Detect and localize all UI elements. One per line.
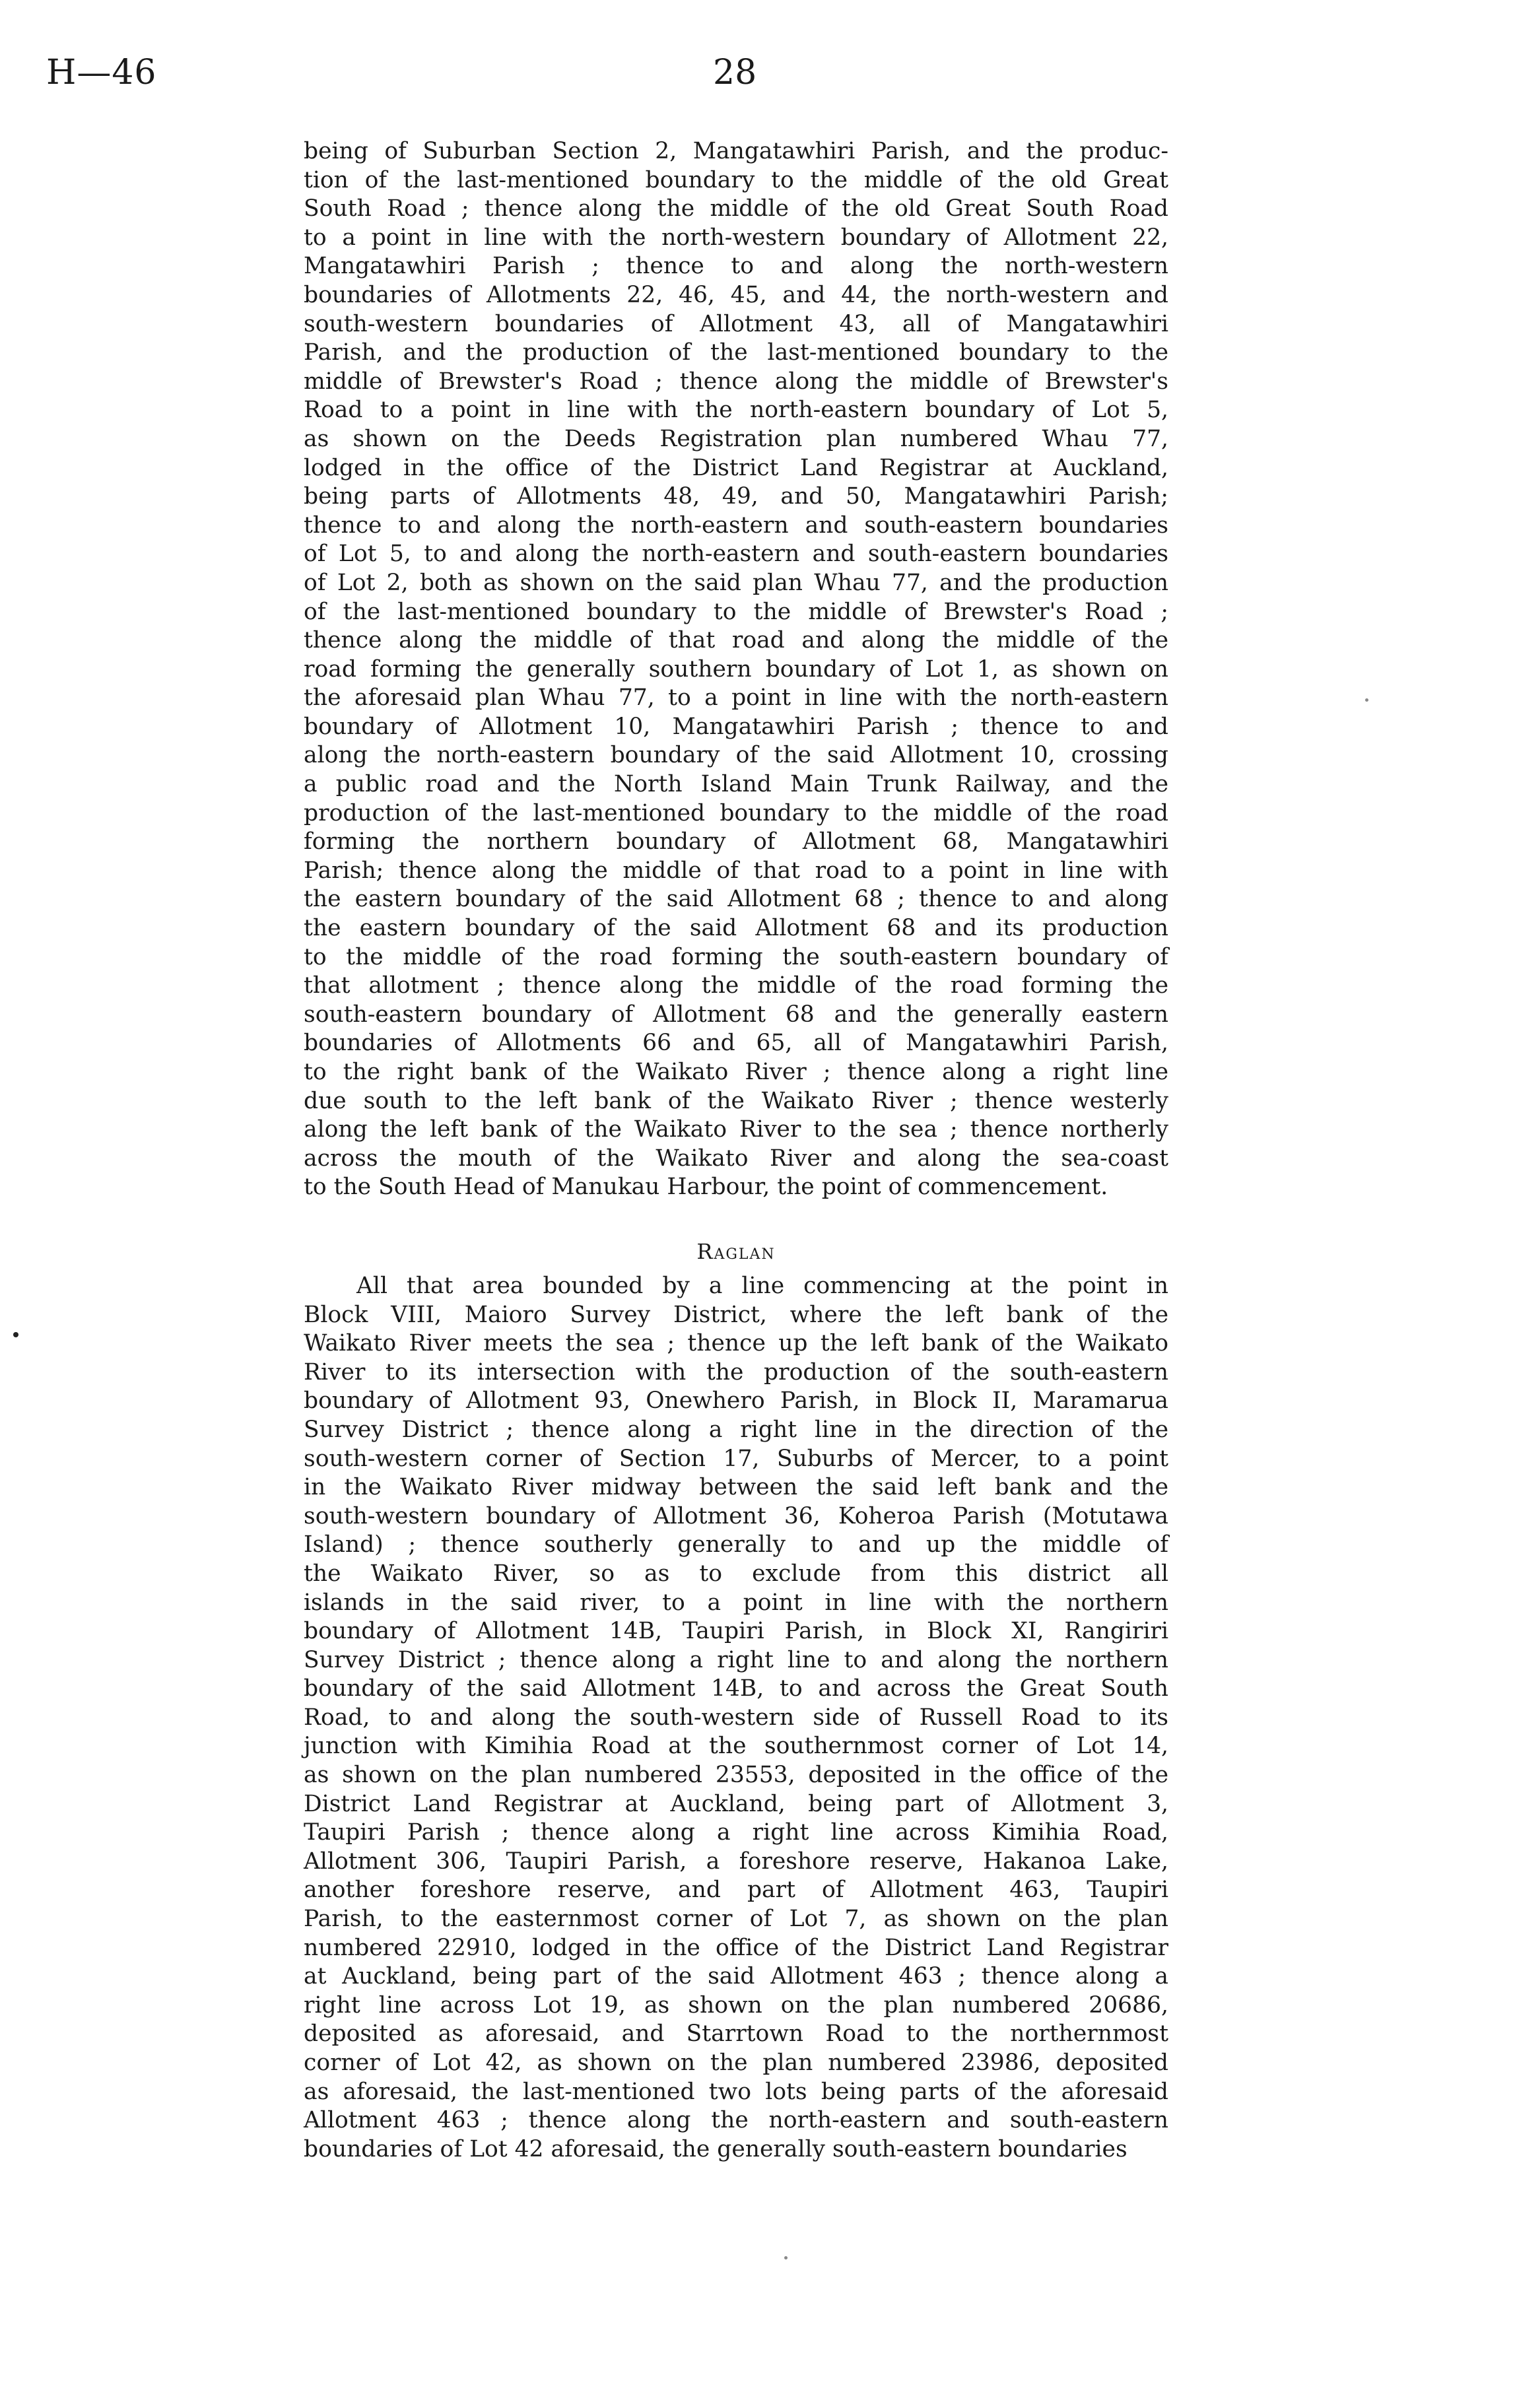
text-line: to the South Head of Manukau Harbour, the point of commencement. <box>304 1174 1108 1201</box>
text-line: Island) ; thence southerly generally to and up the middle of <box>304 1531 1168 1558</box>
text-line: thence along the middle of that road and along the middle of the <box>304 627 1168 654</box>
text-line: deposited as aforesaid, and Starrtown Road to the northernmost <box>304 2021 1168 2048</box>
text-line: being of Suburban Section 2, Mangatawhiri Parish, and the produc- <box>304 138 1168 164</box>
text-line: the eastern boundary of the said Allotment 68 and its production <box>304 915 1168 942</box>
text-line: of the last-mentioned boundary to the middle of Brewster's Road ; <box>304 598 1168 625</box>
text-line: Road to a point in line with the north-eastern boundary of Lot 5, <box>304 397 1168 424</box>
text-line: in the Waikato River midway between the said left bank and the <box>304 1474 1168 1501</box>
text-line: Parish, and the production of the last-mentioned boundary to the <box>304 339 1168 366</box>
text-line: Block VIII, Maioro Survey District, where the left bank of the <box>304 1301 1168 1328</box>
text-line: forming the northern boundary of Allotment 68, Mangatawhiri <box>304 828 1168 855</box>
text-line: boundary of Allotment 93, Onewhero Parish, in Block II, Maramarua <box>304 1388 1168 1415</box>
text-line: being parts of Allotments 48, 49, and 50, Mangatawhiri Parish; <box>304 483 1168 510</box>
text-line: Survey District ; thence along a right line to and along the northern <box>304 1646 1168 1673</box>
text-line: right line across Lot 19, as shown on the plan numbered 20686, <box>304 1991 1168 2019</box>
text-line: the aforesaid plan Whau 77, to a point in line with the north-eastern <box>304 685 1168 712</box>
text-line: Taupiri Parish ; thence along a right line across Kimihia Road, <box>304 1819 1168 1846</box>
text-line: boundary of Allotment 10, Mangatawhiri Parish ; thence to and <box>304 713 1168 740</box>
text-line: Road, to and along the south-western side of Russell Road to its <box>304 1704 1168 1731</box>
text-line: islands in the said river, to a point in line with the northern <box>304 1589 1168 1616</box>
page-number: 28 <box>713 53 757 92</box>
text-line: that allotment ; thence along the middle of the road forming the <box>304 972 1168 999</box>
text-line: All that area bounded by a line commencing at the point in <box>356 1272 1168 1299</box>
margin-mark <box>13 1332 18 1337</box>
text-line: to a point in line with the north-western boundary of Allotment 22, <box>304 224 1168 251</box>
text-line: production of the last-mentioned boundary to the middle of the road <box>304 799 1168 826</box>
text-line: the Waikato River, so as to exclude from this district all <box>304 1560 1168 1587</box>
text-line: a public road and the North Island Main Trunk Railway, and the <box>304 771 1168 798</box>
text-line: of Lot 5, to and along the north-eastern and south-eastern boundaries <box>304 541 1168 568</box>
text-line: to the middle of the road forming the south-eastern boundary of <box>304 943 1168 970</box>
text-line: Parish, to the easternmost corner of Lot 7, as shown on the plan <box>304 1906 1168 1933</box>
text-line: south-western boundary of Allotment 36, Koheroa Parish (Motutawa <box>304 1502 1168 1529</box>
text-line: Survey District ; thence along a right line in the direction of the <box>304 1416 1168 1443</box>
text-line: another foreshore reserve, and part of Allotment 463, Taupiri <box>304 1877 1168 1904</box>
text-line: boundary of the said Allotment 14B, to and across the Great South <box>304 1675 1168 1702</box>
scan-speck <box>1365 698 1368 702</box>
text-line: along the left bank of the Waikato River to the sea ; thence northerly <box>304 1116 1168 1143</box>
text-line: as aforesaid, the last-mentioned two lots being parts of the aforesaid <box>304 2078 1168 2105</box>
text-line: District Land Registrar at Auckland, being part of Allotment 3, <box>304 1790 1168 1817</box>
text-line: River to its intersection with the production of the south-eastern <box>304 1358 1168 1386</box>
continuation-paragraph <box>304 137 1168 1202</box>
text-line: across the mouth of the Waikato River and along the sea-coast <box>304 1145 1168 1172</box>
text-line: South Road ; thence along the middle of the old Great South Road <box>304 195 1168 222</box>
text-line: boundaries of Allotments 66 and 65, all of Mangatawhiri Parish, <box>304 1030 1168 1057</box>
text-line: to the right bank of the Waikato River ; thence along a right line <box>304 1059 1168 1085</box>
text-line: boundaries of Allotments 22, 46, 45, and 44, the north-western and <box>304 281 1168 308</box>
text-line: south-western corner of Section 17, Suburbs of Mercer, to a point <box>304 1445 1168 1472</box>
text-line: boundary of Allotment 14B, Taupiri Parish, in Block XI, Rangiriri <box>304 1618 1168 1645</box>
text-line: south-western boundaries of Allotment 43, all of Mangatawhiri <box>304 310 1168 337</box>
text-line: lodged in the office of the District Land Registrar at Auckland, <box>304 454 1168 481</box>
text-line: road forming the generally southern boundary of Lot 1, as shown on <box>304 655 1168 683</box>
text-line: south-eastern boundary of Allotment 68 and the generally eastern <box>304 1001 1168 1028</box>
section-heading-raglan: Raglan <box>696 1238 776 1264</box>
text-line: Parish; thence along the middle of that road to a point in line with <box>304 857 1168 884</box>
text-line: as shown on the Deeds Registration plan numbered Whau 77, <box>304 425 1168 452</box>
raglan-paragraph <box>304 1272 1168 2164</box>
text-line: numbered 22910, lodged in the office of the District Land Registrar <box>304 1934 1168 1961</box>
text-line: tion of the last-mentioned boundary to the middle of the old Great <box>304 166 1168 193</box>
text-line: along the north-eastern boundary of the said Allotment 10, crossing <box>304 742 1168 769</box>
text-line: Waikato River meets the sea ; thence up the left bank of the Waikato <box>304 1330 1168 1357</box>
text-line: thence to and along the north-eastern and south-eastern boundaries <box>304 512 1168 539</box>
text-line: Mangatawhiri Parish ; thence to and along the north-western <box>304 253 1168 280</box>
scan-speck <box>784 2256 788 2259</box>
text-column <box>304 137 1168 2164</box>
text-line: of Lot 2, both as shown on the said plan Whau 77, and the production <box>304 569 1168 596</box>
text-line: boundaries of Lot 42 aforesaid, the generally south-eastern boundaries <box>304 2135 1127 2162</box>
document-reference: H—46 <box>46 53 157 92</box>
text-line: corner of Lot 42, as shown on the plan numbered 23986, deposited <box>304 2050 1168 2076</box>
text-line: Allotment 463 ; thence along the north-eastern and south-eastern <box>304 2107 1168 2134</box>
text-line: at Auckland, being part of the said Allotment 463 ; thence along a <box>304 1963 1168 1990</box>
text-line: as shown on the plan numbered 23553, deposited in the office of the <box>304 1762 1168 1789</box>
text-line: the eastern boundary of the said Allotment 68 ; thence to and along <box>304 886 1168 913</box>
text-line: middle of Brewster's Road ; thence along the middle of Brewster's <box>304 368 1168 395</box>
text-line: due south to the left bank of the Waikato River ; thence westerly <box>304 1087 1168 1114</box>
text-line: Allotment 306, Taupiri Parish, a foreshore reserve, Hakanoa Lake, <box>304 1848 1168 1875</box>
text-line: junction with Kimihia Road at the southernmost corner of Lot 14, <box>304 1733 1168 1760</box>
